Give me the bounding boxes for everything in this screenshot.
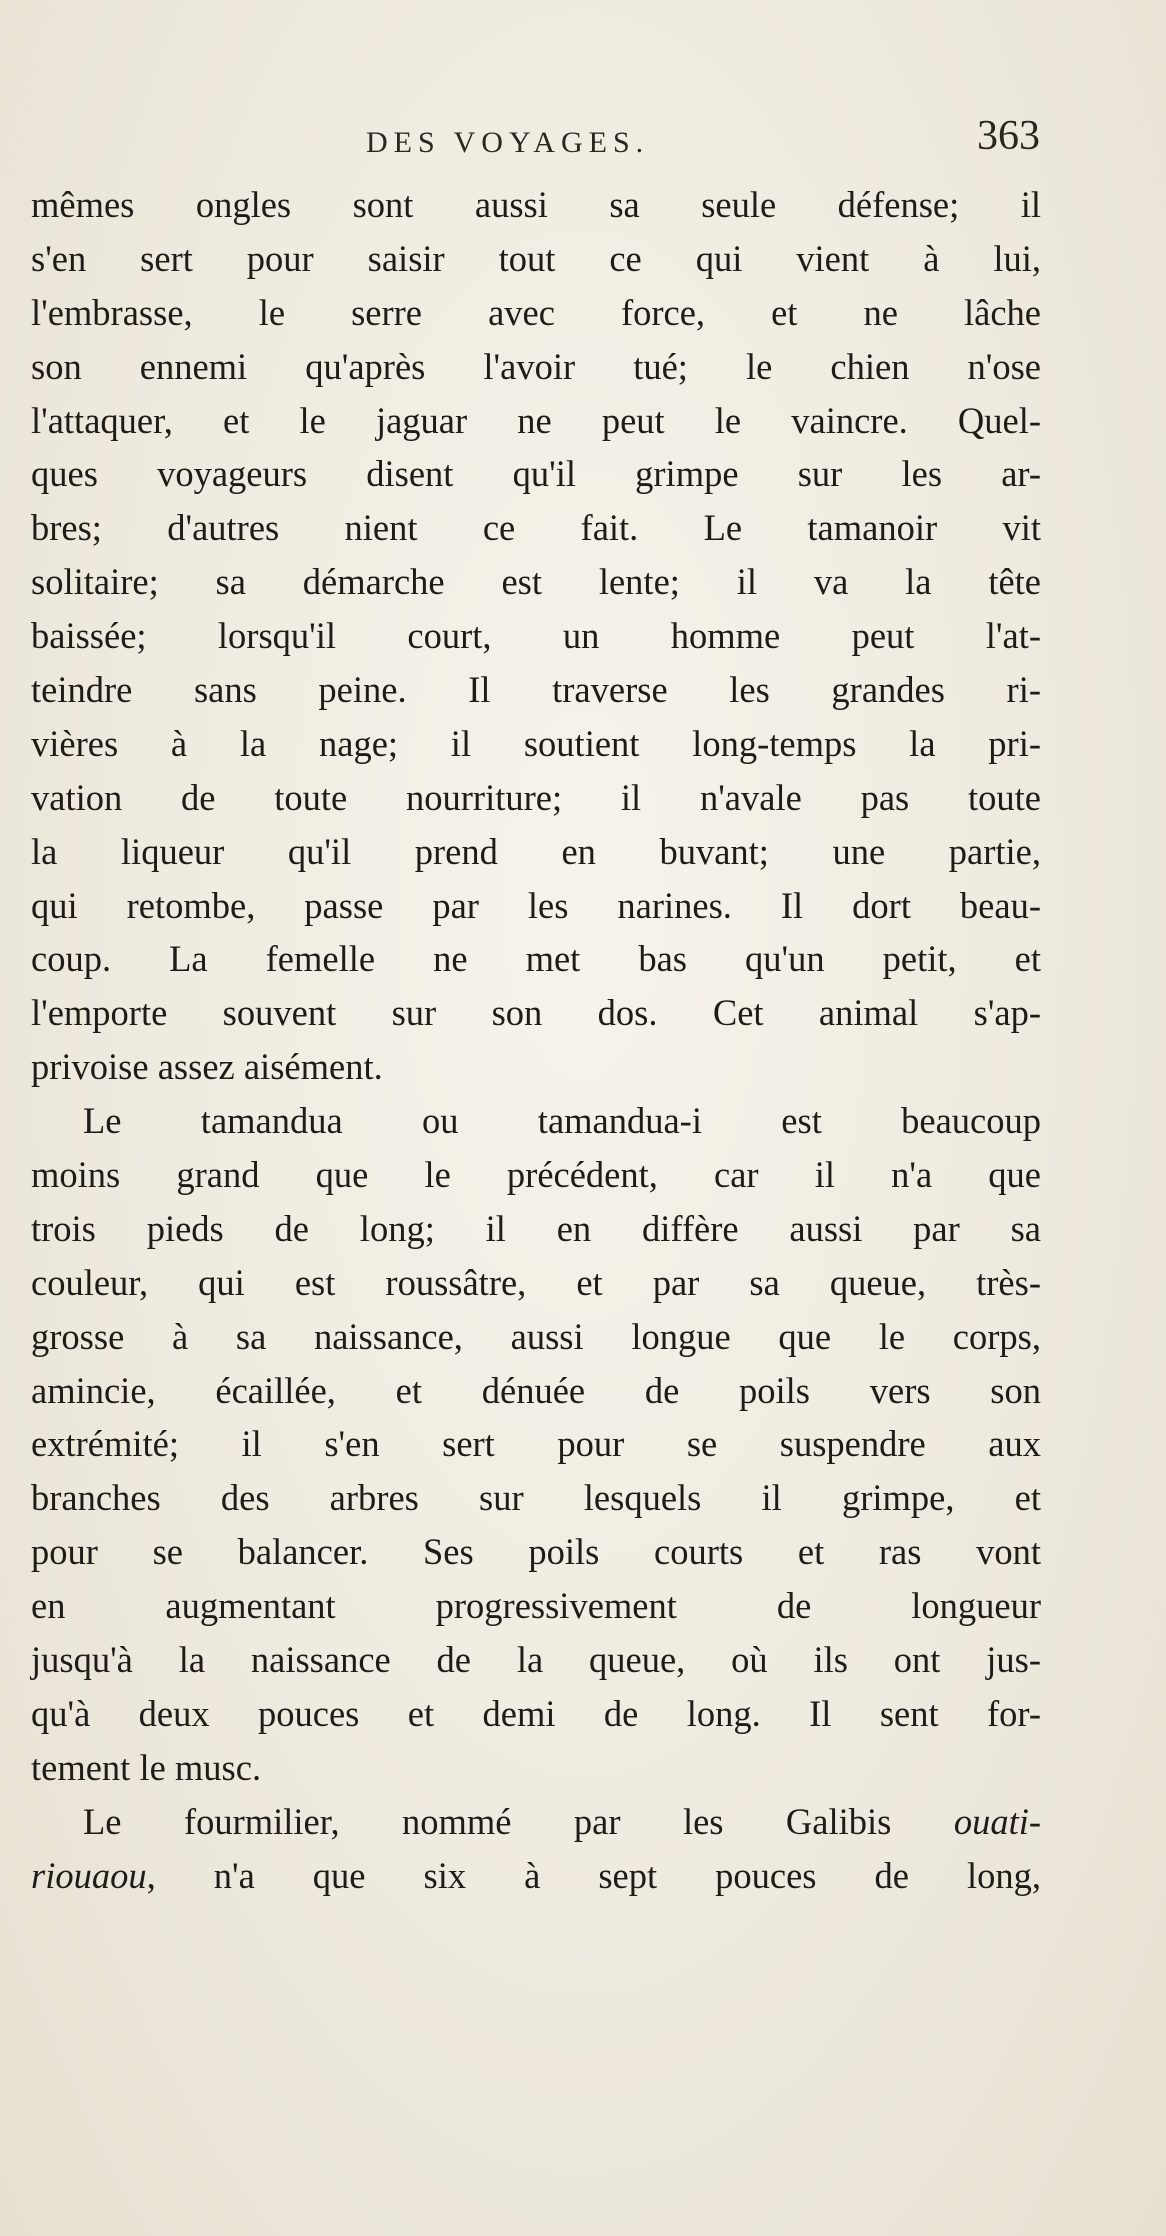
text-line: en augmentant progressivement de longueur [31,1585,1041,1627]
text-line: vation de toute nourriture; il n'avale pas toute [31,776,1041,818]
text-line: trois pieds de long; il en diffère aussi par sa [31,1207,1041,1249]
text-line: vières à la nage; il soutient long-temps la pri- [31,722,1041,764]
text-line: baissée; lorsqu'il court, un homme peut l'at- [31,615,1041,657]
text-line [31,1795,1041,1849]
text-line: couleur, qui est roussâtre, et par sa queue, très- [31,1261,1041,1303]
text-line: privoise assez aisément. [31,1046,383,1088]
text-line: bres; d'autres nient ce fait. Le tamanoir vit [31,507,1041,549]
italic-term: ouati- [953,1800,1041,1842]
text-line: s'en sert pour saisir tout ce qui vient à lui, [31,237,1041,279]
text-line: grosse à sa naissance, aussi longue que le corps, [31,1315,1041,1357]
italic-term: riouaou [31,1854,147,1896]
text-line [31,1849,1041,1903]
text-run: Le fourmilier, nommé par les Galibis [83,1800,954,1842]
page-number: 363 [977,113,1040,159]
text-line: solitaire; sa démarche est lente; il va la tête [31,561,1041,603]
text-line: mêmes ongles sont aussi sa seule défense; il [31,184,1041,225]
text-line: l'emporte souvent sur son dos. Cet animal s'ap- [31,992,1041,1034]
text-line: la liqueur qu'il prend en buvant; une partie, [31,830,1041,872]
text-line: jusqu'à la naissance de la queue, où ils ont jus- [31,1639,1041,1681]
text-line: pour se balancer. Ses poils courts et ras vont [31,1531,1041,1573]
text-line: qu'à deux pouces et demi de long. Il sent for- [31,1692,1041,1734]
text-run: , n'a que six à sept pouces de long, [146,1854,1041,1896]
text-line: moins grand que le précédent, car il n'a que [31,1154,1041,1196]
text-line: Le tamandua ou tamandua-i est beaucoup [83,1100,1041,1142]
page-header [30,112,1040,172]
text-line: teindre sans peine. Il traverse les grandes ri- [31,669,1041,711]
text-line: tement le musc. [31,1746,262,1788]
text-line: ques voyageurs disent qu'il grimpe sur les ar- [31,453,1041,495]
text-line: son ennemi qu'après l'avoir tué; le chien n'ose [31,345,1041,387]
body-text [31,178,1041,1903]
text-line: qui retombe, passe par les narines. Il dort beau- [31,884,1041,926]
text-line: coup. La femelle ne met bas qu'un petit, et [31,938,1041,980]
text-line: branches des arbres sur lesquels il grimpe, et [31,1477,1041,1519]
running-title: DES VOYAGES. [366,126,650,159]
text-line: l'attaquer, et le jaguar ne peut le vaincre. Quel- [31,399,1041,441]
text-line: l'embrasse, le serre avec force, et ne lâche [31,291,1041,333]
text-line: extrémité; il s'en sert pour se suspendre aux [31,1423,1041,1465]
text-line: amincie, écaillée, et dénuée de poils vers son [31,1369,1041,1411]
